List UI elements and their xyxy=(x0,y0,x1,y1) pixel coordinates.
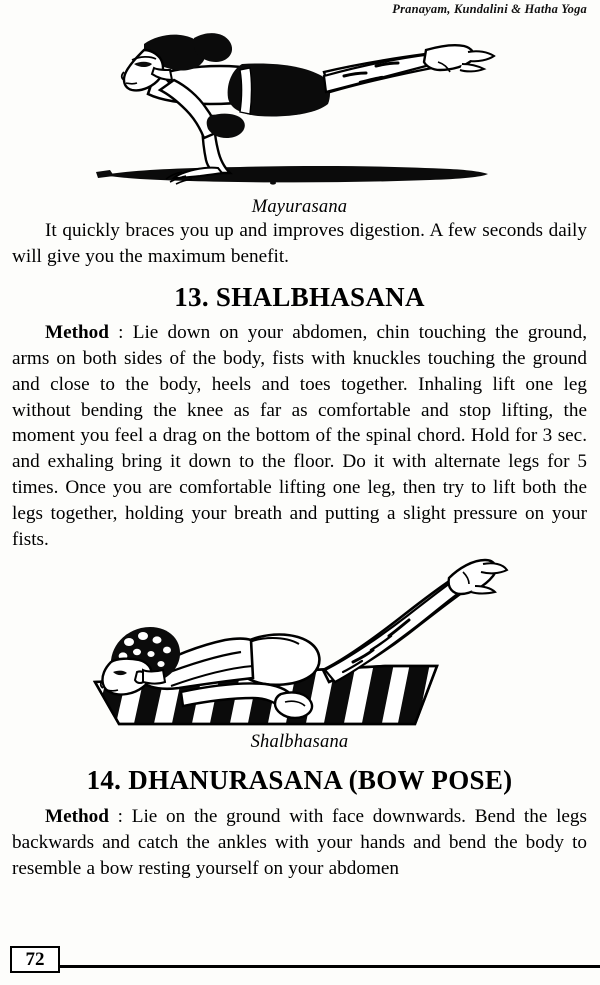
page-number: 72 xyxy=(10,946,60,973)
method-text: Lie down on your abdomen, chin touching the ground, arms on both sides of the body, fists with knuckles touching the ground and close to the body, heels and toes together. Inhaling lift one leg without bending the knee as far as comfortable and stop lifting, the moment you feel a drag on the bottom of the spinal chord. Hold for 3 sec. and exhaling bring it down to the floor. Do it with alternate legs for 5 times. Once you are comfortable lifting one leg, then try to lift both the legs together, holding your breath and putting a slight pressure on your fists. xyxy=(12,322,587,550)
mayurasana-figure xyxy=(12,20,587,218)
shalbhasana-caption: Shalbhasana xyxy=(250,732,349,753)
shalbhasana-figure xyxy=(12,558,587,753)
method-text: Lie on the ground with face downwards. Bend the legs backwards and catch the ankles with your hands and bend the body to resemble a bow resting yourself on your abdomen xyxy=(12,806,587,879)
method-label: Method xyxy=(45,322,109,344)
mayurasana-illustration xyxy=(90,20,510,195)
heading-shalbhasana: 13. SHALBHASANA xyxy=(174,281,425,312)
method-label: Method xyxy=(45,806,109,828)
dhanurasana-method-paragraph xyxy=(12,804,587,881)
running-header: Pranayam, Kundalini & Hatha Yoga xyxy=(392,2,587,16)
shalbhasana-illustration xyxy=(85,558,515,730)
method-separator: : xyxy=(108,322,133,344)
shalbhasana-method-paragraph xyxy=(12,320,587,552)
method-separator: : xyxy=(108,806,132,828)
heading-dhanurasana: 14. DHANURASANA (BOW POSE) xyxy=(86,765,513,796)
mayurasana-caption: Mayurasana xyxy=(251,197,348,217)
mayurasana-paragraph: It quickly braces you up and improves digestion. A few seconds daily will give you the maximum benefit. xyxy=(12,220,587,267)
page-content xyxy=(12,20,587,884)
page-footer xyxy=(10,946,600,980)
footer-rule xyxy=(60,965,600,968)
